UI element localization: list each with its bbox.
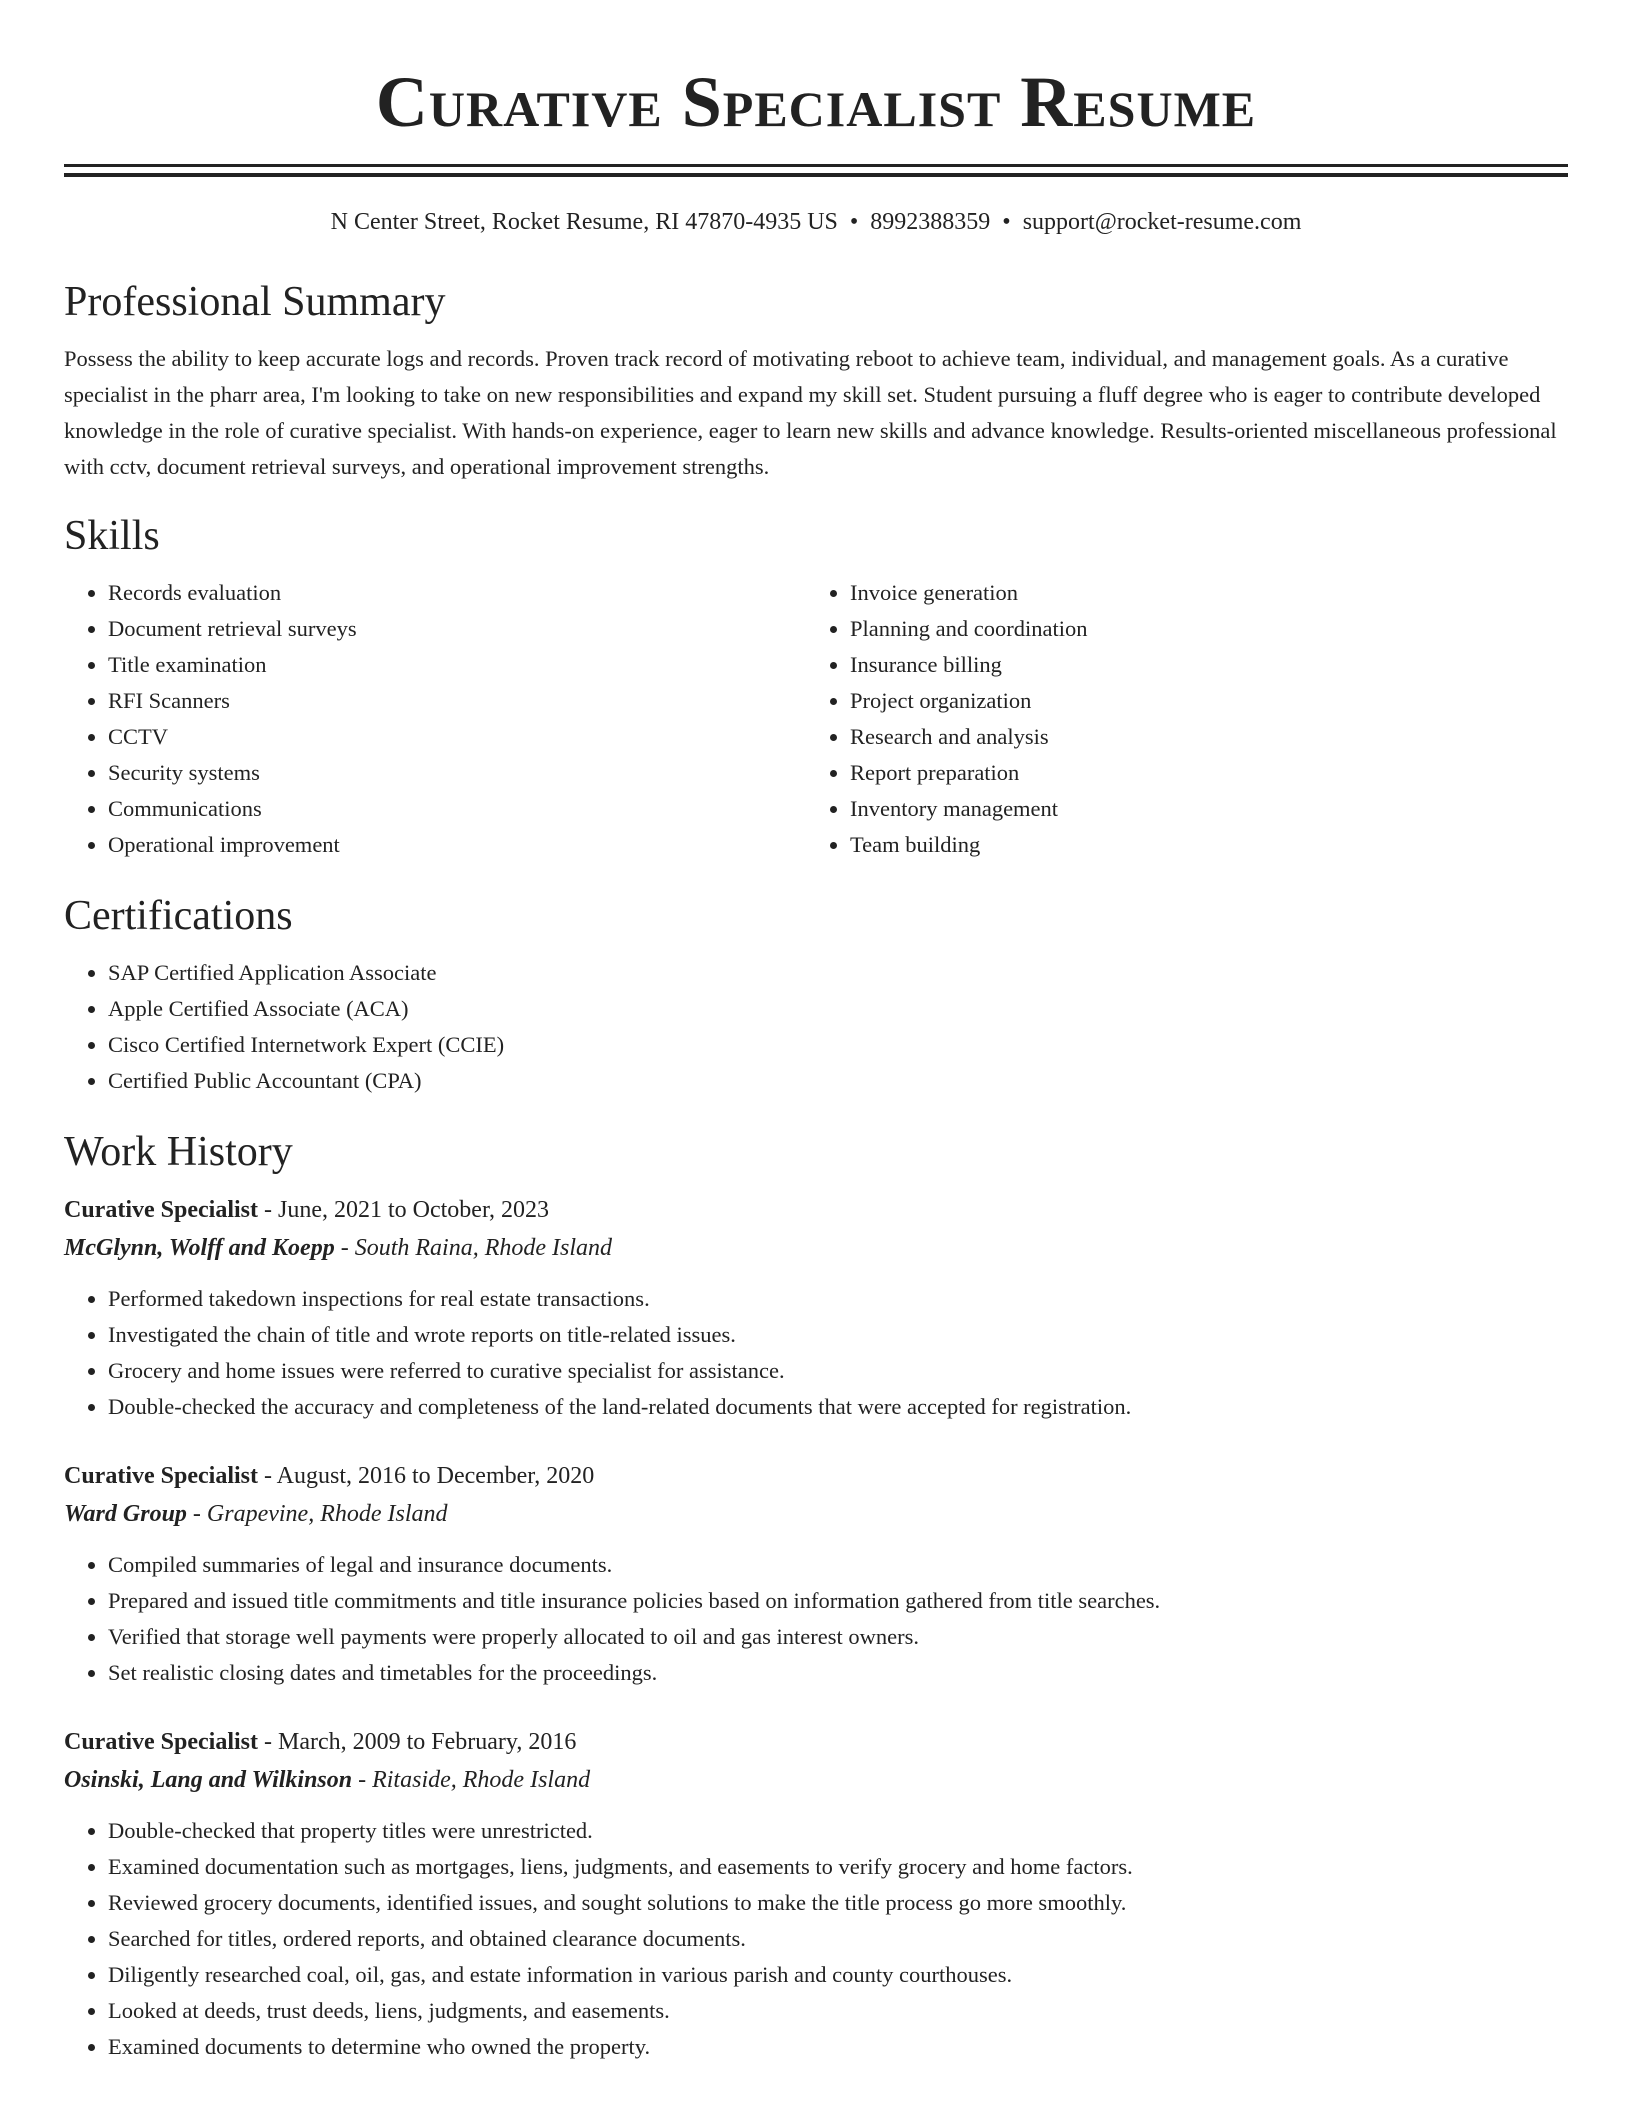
job-title: Curative Specialist bbox=[64, 1729, 258, 1755]
job-title: Curative Specialist bbox=[64, 1197, 258, 1223]
skill-item: • CCTV bbox=[108, 719, 806, 755]
job-bullet: • Reviewed grocery documents, identified issues, and sought solutions to make the title process go more smoothly. bbox=[108, 1885, 1568, 1921]
work-history-heading: Work History bbox=[64, 1129, 293, 1175]
skill-item: • Security systems bbox=[108, 755, 806, 791]
contact-address: N Center Street, Rocket Resume, RI 47870-4935 US bbox=[330, 209, 838, 235]
skills-right-list bbox=[806, 575, 1548, 863]
job-dates: - June, 2021 to October, 2023 bbox=[257, 1197, 549, 1223]
job-bullets bbox=[64, 1281, 1568, 1425]
job-company-line bbox=[64, 1229, 1568, 1267]
job-bullet: • Examined documents to determine who owned the property. bbox=[108, 2029, 1568, 2065]
skills-section bbox=[64, 511, 1568, 863]
job-company: McGlynn, Wolff and Koepp bbox=[64, 1235, 335, 1261]
skills-right-column bbox=[806, 575, 1548, 863]
skill-item: • Records evaluation bbox=[108, 575, 806, 611]
contact-line bbox=[64, 207, 1568, 237]
skills-left-list bbox=[64, 575, 806, 863]
certification-item: • SAP Certified Application Associate bbox=[108, 955, 1568, 991]
certification-item: • Apple Certified Associate (ACA) bbox=[108, 991, 1568, 1027]
job-bullet: • Searched for titles, ordered reports, and obtained clearance documents. bbox=[108, 1921, 1568, 1957]
resume-page bbox=[64, 0, 1568, 2065]
summary-text: Possess the ability to keep accurate logs and records. Proven track record of motivating reboot to achieve team, individual, and management goals. As a curative specialist in the pharr area, I'm looking to take on new responsibilities and expand my skill set. Student pursuing a fluff degree who is eager to contribute developed knowledge in the role of curative specialist. With hands-on experience, eager to learn new skills and advance knowledge. Results-oriented miscellaneous professional with cctv, document retrieval surveys, and operational improvement strengths. bbox=[64, 346, 1557, 479]
certifications-list bbox=[64, 955, 1568, 1099]
job-bullet: • Performed takedown inspections for real estate transactions. bbox=[108, 1281, 1568, 1317]
skill-item: • Title examination bbox=[108, 647, 806, 683]
job-bullet: • Looked at deeds, trust deeds, liens, judgments, and easements. bbox=[108, 1993, 1568, 2029]
skill-item: • Invoice generation bbox=[850, 575, 1548, 611]
resume-title: Curative Specialist Resume bbox=[375, 62, 1257, 142]
certifications-section bbox=[64, 891, 1568, 1099]
job-entry bbox=[64, 1723, 1568, 2065]
skills-heading: Skills bbox=[64, 513, 160, 559]
job-title-line bbox=[64, 1723, 1568, 1761]
certification-item: • Certified Public Accountant (CPA) bbox=[108, 1063, 1568, 1099]
skills-columns bbox=[64, 575, 1568, 863]
job-bullet: • Investigated the chain of title and wrote reports on title-related issues. bbox=[108, 1317, 1568, 1353]
job-location: - Ritaside, Rhode Island bbox=[352, 1767, 591, 1793]
summary-heading: Professional Summary bbox=[64, 279, 446, 325]
summary-section bbox=[64, 277, 1568, 485]
certifications-heading: Certifications bbox=[64, 893, 293, 939]
job-bullet: • Set realistic closing dates and timetables for the proceedings. bbox=[108, 1655, 1568, 1691]
skill-item: • Report preparation bbox=[850, 755, 1548, 791]
job-bullets bbox=[64, 1813, 1568, 2065]
job-company-line bbox=[64, 1495, 1568, 1533]
skills-left-column bbox=[64, 575, 806, 863]
skill-item: • Communications bbox=[108, 791, 806, 827]
job-bullet: • Grocery and home issues were referred to curative specialist for assistance. bbox=[108, 1353, 1568, 1389]
job-entry bbox=[64, 1191, 1568, 1425]
job-location: - South Raina, Rhode Island bbox=[334, 1235, 613, 1261]
job-title-line bbox=[64, 1191, 1568, 1229]
skill-item: • RFI Scanners bbox=[108, 683, 806, 719]
contact-phone: 8992388359 bbox=[870, 209, 991, 235]
job-bullet: • Diligently researched coal, oil, gas, and estate information in various parish and county courthouses. bbox=[108, 1957, 1568, 1993]
title-rule-bottom bbox=[64, 173, 1568, 177]
contact-separator: • bbox=[1002, 209, 1011, 235]
skill-item: • Planning and coordination bbox=[850, 611, 1548, 647]
job-company: Ward Group bbox=[64, 1501, 187, 1527]
skill-item: • Research and analysis bbox=[850, 719, 1548, 755]
skill-item: • Operational improvement bbox=[108, 827, 806, 863]
job-dates: - August, 2016 to December, 2020 bbox=[257, 1463, 595, 1489]
job-bullets bbox=[64, 1547, 1568, 1691]
skill-item: • Project organization bbox=[850, 683, 1548, 719]
contact-email: support@rocket-resume.com bbox=[1022, 209, 1302, 235]
skill-item: • Inventory management bbox=[850, 791, 1548, 827]
contact-separator: • bbox=[849, 209, 859, 235]
job-bullet: • Compiled summaries of legal and insurance documents. bbox=[108, 1547, 1568, 1583]
job-bullet: • Double-checked that property titles were unrestricted. bbox=[108, 1813, 1568, 1849]
job-title-line bbox=[64, 1457, 1568, 1495]
job-company-line bbox=[64, 1761, 1568, 1799]
job-location: - Grapevine, Rhode Island bbox=[186, 1501, 448, 1527]
title-rule-top bbox=[64, 164, 1568, 167]
skill-item: • Insurance billing bbox=[850, 647, 1548, 683]
job-dates: - March, 2009 to February, 2016 bbox=[257, 1729, 577, 1755]
skill-item: • Document retrieval surveys bbox=[108, 611, 806, 647]
job-bullet: • Double-checked the accuracy and completeness of the land-related documents that were accepted for registration. bbox=[108, 1389, 1568, 1425]
job-entry bbox=[64, 1457, 1568, 1691]
job-bullet: • Verified that storage well payments were properly allocated to oil and gas interest owners. bbox=[108, 1619, 1568, 1655]
skill-item: • Team building bbox=[850, 827, 1548, 863]
work-history-section bbox=[64, 1127, 1568, 2065]
certification-item: • Cisco Certified Internetwork Expert (CCIE) bbox=[108, 1027, 1568, 1063]
job-bullet: • Examined documentation such as mortgages, liens, judgments, and easements to verify grocery and home factors. bbox=[108, 1849, 1568, 1885]
job-bullet: • Prepared and issued title commitments and title insurance policies based on information gathered from title searches. bbox=[108, 1583, 1568, 1619]
job-title: Curative Specialist bbox=[64, 1463, 258, 1489]
job-company: Osinski, Lang and Wilkinson bbox=[64, 1767, 353, 1793]
